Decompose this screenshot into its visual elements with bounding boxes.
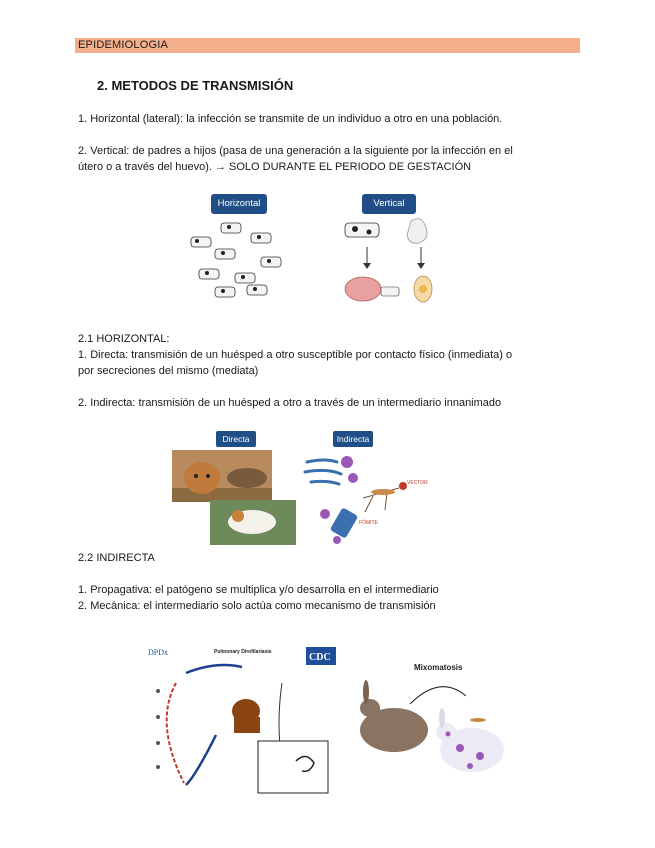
horizontal-heading: 2.1 HORIZONTAL: <box>78 333 170 345</box>
dpdx-logo: DPDx <box>148 648 169 657</box>
dirofilariasis-lifecycle-diagram <box>146 643 344 798</box>
directa-badge: Directa <box>216 431 256 447</box>
vector-label: VECTOR <box>407 480 428 486</box>
indirecta-heading: 2.2 INDIRECTA <box>78 552 155 564</box>
cow-herd-illustration <box>185 215 295 305</box>
paragraph-vertical-line2: útero o a través del huevo). → SOLO DURANTE EL PERIODO DE GESTACIÓN <box>78 161 472 173</box>
section-title: 2. METODOS DE TRANSMISIÓN <box>97 78 294 93</box>
myxomatosis-title: Mixomatosis <box>414 663 463 672</box>
horizontal-badge: Horizontal <box>211 194 267 214</box>
indirecta-item: 2. Indirecta: transmisión de un huésped a otro a través de un intermediario innanimado <box>78 397 502 409</box>
indirect-transmission-illustration <box>303 448 433 548</box>
myxomatosis-illustration <box>350 660 520 785</box>
directa-line2: por secreciones del mismo (mediata) <box>78 365 259 377</box>
vertical-transmission-illustration <box>343 213 443 308</box>
dogs-direct-contact-photo <box>172 450 297 545</box>
propagativa-item: 1. Propagativa: el patógeno se multiplica y/o desarrolla en el intermediario <box>78 584 439 596</box>
cdc-logo: CDC <box>309 652 331 663</box>
indirecta-badge: Indirecta <box>333 431 373 447</box>
vertical-badge: Vertical <box>362 194 416 214</box>
fomite-label: FÓMITE <box>359 520 378 526</box>
paragraph-vertical-line1: 2. Vertical: de padres a hijos (pasa de una generación a la siguiente por la infección en el <box>78 145 513 157</box>
diagram-title: Pulmonary Dirofilariasis <box>214 649 272 655</box>
header-title: EPIDEMIOLOGIA <box>78 39 169 51</box>
mecanica-item: 2. Mecánica: el intermediario solo actúa como mecanismo de transmisión <box>78 600 436 612</box>
paragraph-horizontal: 1. Horizontal (lateral): la infección se transmite de un individuo a otro en una población. <box>78 113 503 125</box>
directa-line1: 1. Directa: transmisión de un huésped a otro susceptible por contacto físico (inmediata) o <box>78 349 513 361</box>
